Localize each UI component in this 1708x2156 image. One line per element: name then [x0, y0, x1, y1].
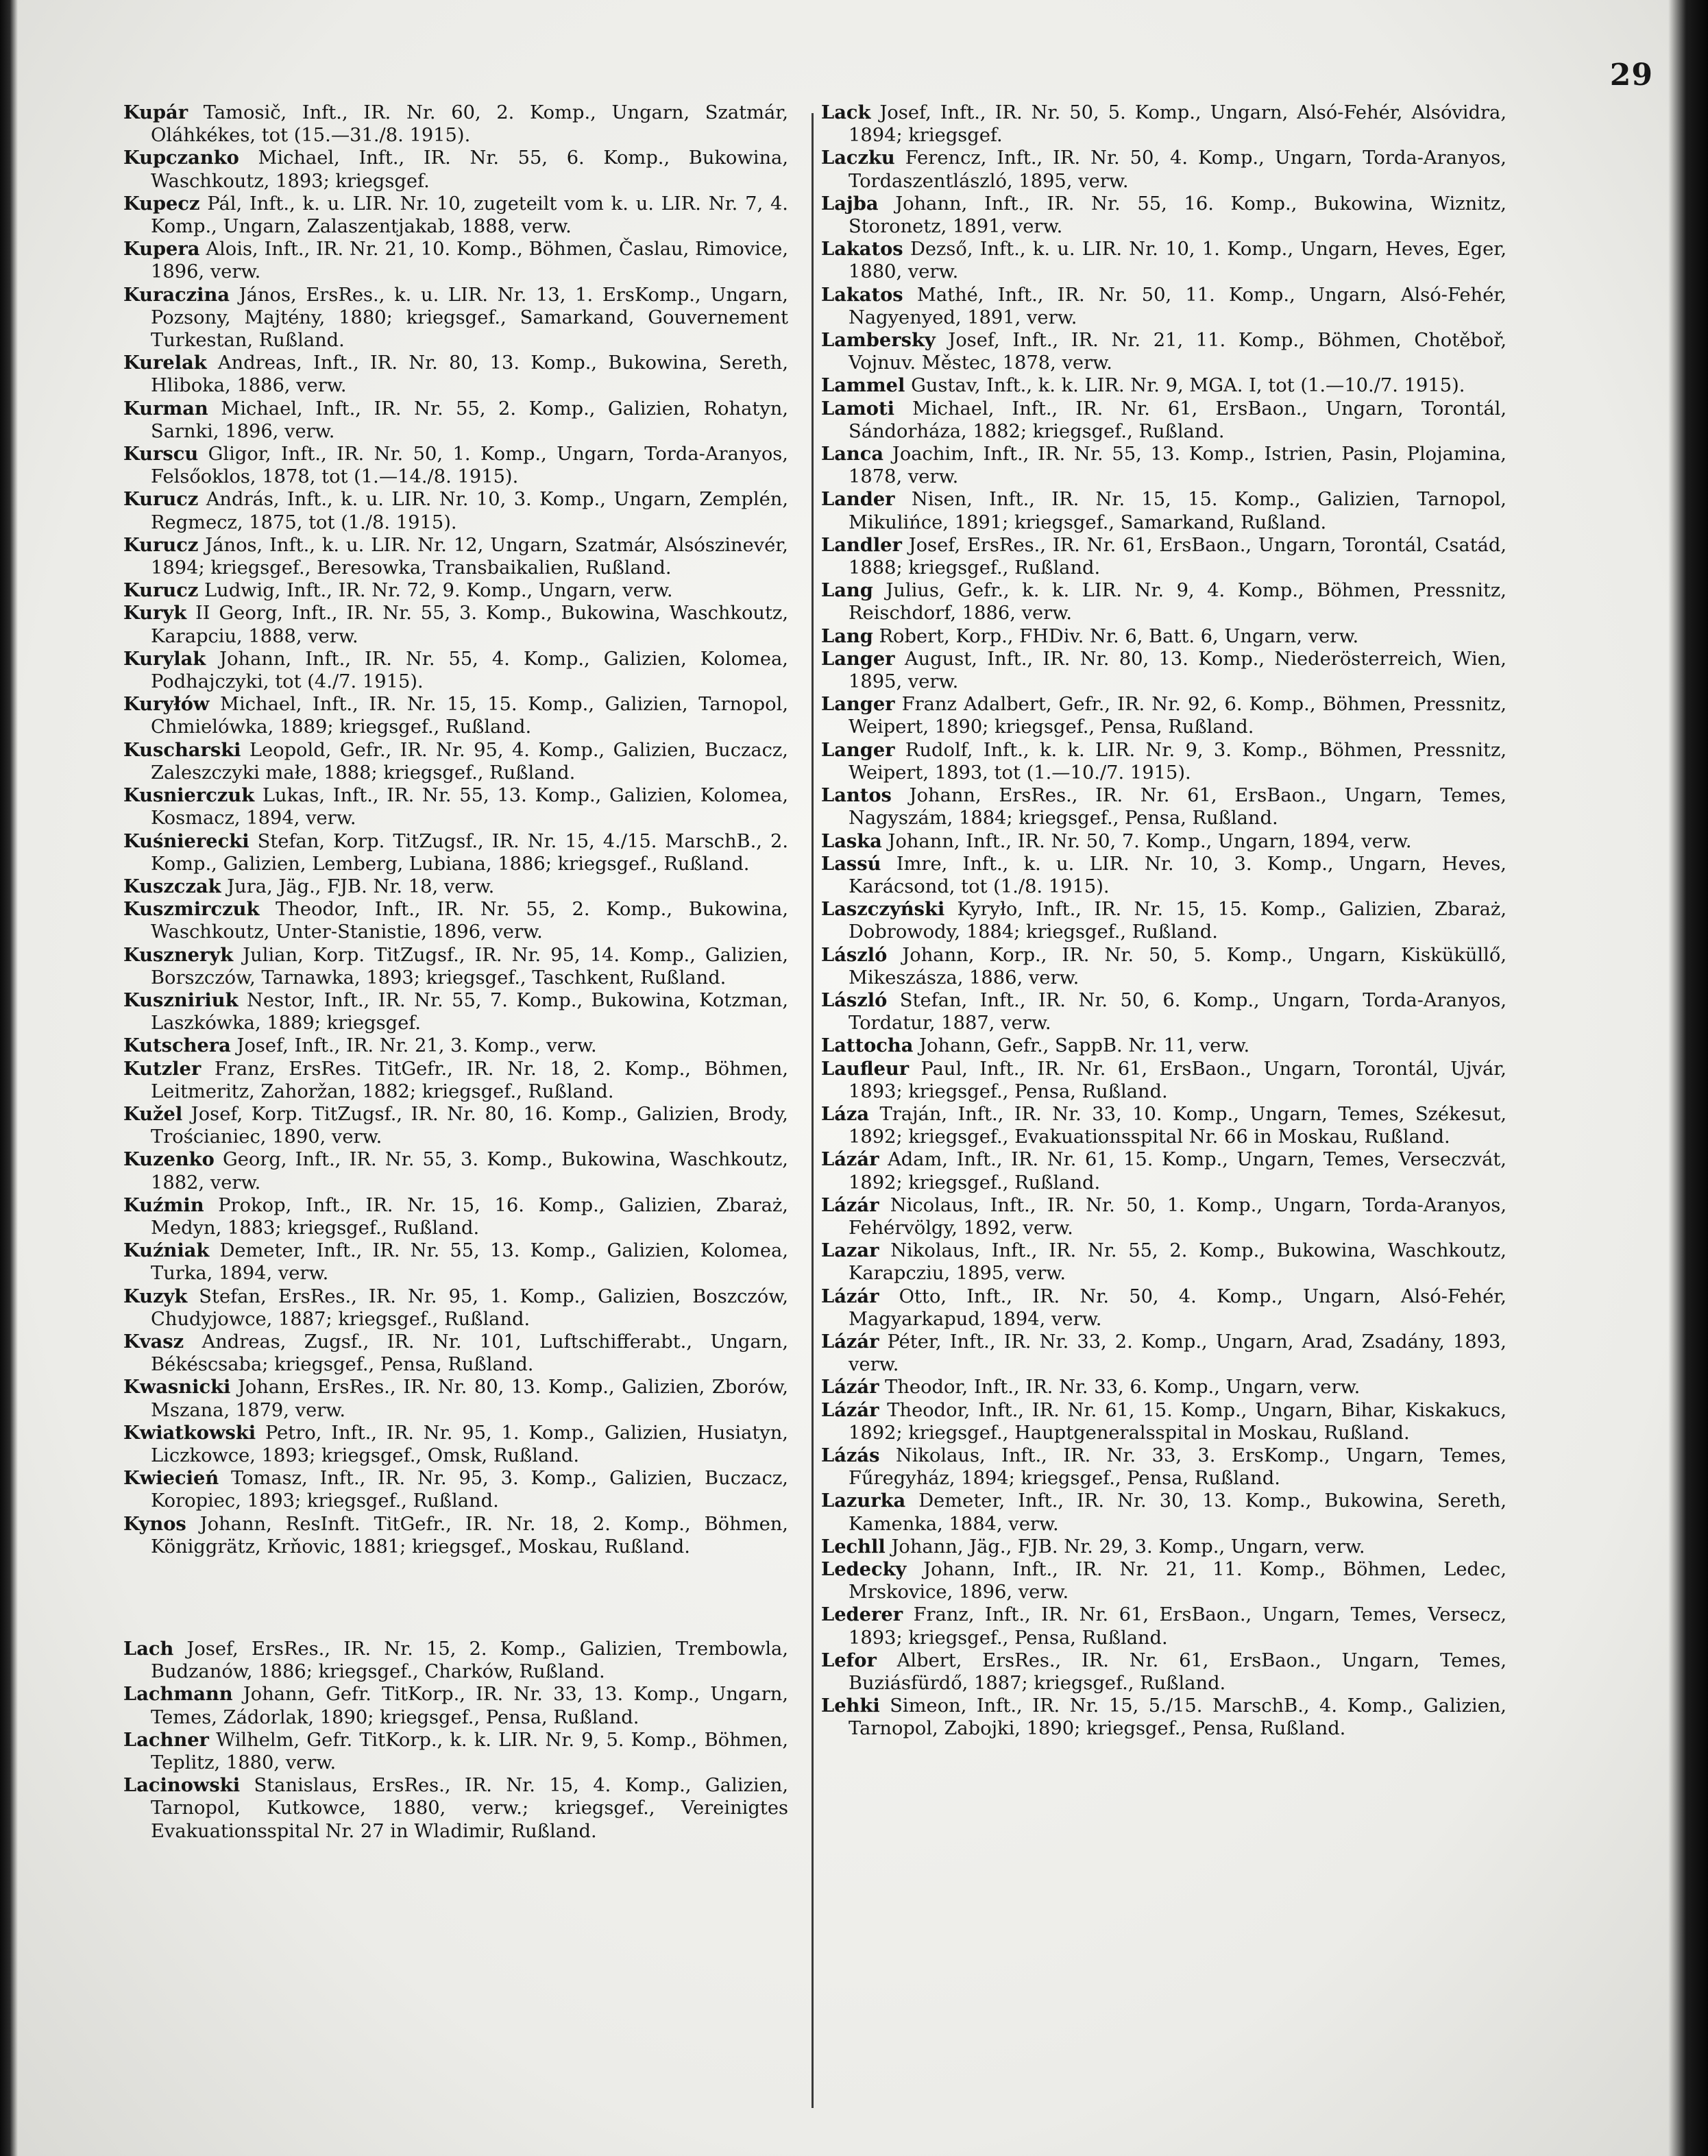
entry-surname: Lattocha: [821, 1034, 914, 1057]
list-entry: [821, 853, 1506, 898]
entry-surname: Lázár: [821, 1194, 879, 1216]
entry-surname: Lack: [821, 101, 871, 123]
entry-details: Petro, Inft., IR. Nr. 95, 1. Komp., Galizien, Husiatyn, Liczkowce, 1893; kriegsgef., Omsk, Rußland.: [151, 1422, 788, 1466]
list-entry: [123, 1467, 788, 1512]
list-entry: [123, 238, 788, 283]
list-entry: [123, 193, 788, 238]
list-entry: [821, 534, 1506, 579]
entry-surname: Lassú: [821, 852, 881, 875]
entry-details: Joachim, Inft., IR. Nr. 55, 13. Komp., Istrien, Pasin, Plojamina, 1878, verw.: [849, 444, 1506, 488]
entry-details: Theodor, Inft., IR. Nr. 33, 6. Komp., Ungarn, verw.: [879, 1377, 1361, 1398]
entry-details: Julius, Gefr., k. k. LIR. Nr. 9, 4. Komp., Böhmen, Pressnitz, Reischdorf, 1886, verw.: [849, 580, 1506, 625]
entry-details: Josef, Inft., IR. Nr. 21, 11. Komp., Böhmen, Chotěboř, Vojnuv. Městec, 1878, verw.: [849, 330, 1506, 374]
entry-details: Leopold, Gefr., IR. Nr. 95, 4. Komp., Galizien, Buczacz, Zaleszczyki małe, 1888; kriegsgef., Rußland.: [151, 739, 788, 784]
list-entry: [123, 534, 788, 579]
entry-details: János, Inft., k. u. LIR. Nr. 12, Ungarn, Szatmár, Alsószinevér, 1894; kriegsgef., Beresowka, Transbaikalien, Rußland.: [151, 534, 788, 579]
entry-details: Pál, Inft., k. u. LIR. Nr. 10, zugeteilt vom k. u. LIR. Nr. 7, 4. Komp., Ungarn, Zalaszentjakab, 1888, verw.: [151, 193, 788, 238]
entry-details: Nestor, Inft., IR. Nr. 55, 7. Komp., Bukowina, Kotzman, Laszkówka, 1889; kriegsgef.: [151, 989, 788, 1034]
list-entry: [821, 1536, 1506, 1558]
entry-details: Johann, Inft., IR. Nr. 21, 11. Komp., Böhmen, Ledec, Mrskovice, 1896, verw.: [849, 1559, 1506, 1603]
entry-details: Johann, Jäg., FJB. Nr. 29, 3. Komp., Ungarn, verw.: [885, 1536, 1365, 1558]
entry-details: Stefan, ErsRes., IR. Nr. 95, 1. Komp., Galizien, Boszczów, Chudyjowce, 1887; kriegsgef., Rußland.: [151, 1285, 788, 1330]
entry-surname: Lázár: [821, 1148, 879, 1171]
list-entry: [123, 352, 788, 397]
entry-details: II Georg, Inft., IR. Nr. 55, 3. Komp., Bukowina, Waschkoutz, Karapciu, 1888, verw.: [151, 603, 788, 647]
entry-surname: Kusnierczuk: [123, 784, 255, 807]
entry-details: András, Inft., k. u. LIR. Nr. 10, 3. Komp., Ungarn, Zemplén, Regmecz, 1875, tot (1./8. 1915).: [151, 489, 788, 533]
entry-surname: Langer: [821, 647, 895, 670]
entry-details: Lukas, Inft., IR. Nr. 55, 13. Komp., Galizien, Kolomea, Kosmacz, 1894, verw.: [151, 785, 788, 829]
entry-details: Josef, Korp. TitZugsf., IR. Nr. 80, 16. Komp., Galizien, Brody, Trościaniec, 1890, verw.: [151, 1103, 788, 1148]
entry-surname: Láza: [821, 1102, 870, 1125]
left-column-k-entries: [123, 101, 788, 1558]
entry-surname: Kutschera: [123, 1034, 231, 1057]
entry-details: Mathé, Inft., IR. Nr. 50, 11. Komp., Ungarn, Alsó-Fehér, Nagyenyed, 1891, verw.: [849, 284, 1506, 328]
entry-surname: Lach: [123, 1638, 174, 1660]
list-entry: [821, 1034, 1506, 1057]
entry-details: Tomasz, Inft., IR. Nr. 95, 3. Komp., Galizien, Buczacz, Koropiec, 1893; kriegsgef., Rußland.: [151, 1468, 788, 1512]
entry-surname: Laszczyński: [821, 898, 945, 921]
entry-details: Josef, ErsRes., IR. Nr. 15, 2. Komp., Galizien, Trembowla, Budzanów, 1886; kriegsgef., Charków, Rußland.: [151, 1638, 788, 1683]
entry-details: Paul, Inft., IR. Nr. 61, ErsBaon., Ungarn, Torontál, Ujvár, 1893; kriegsgef., Pensa, Rußland.: [849, 1058, 1506, 1102]
scan-shadow-right: [1668, 0, 1708, 2156]
entry-surname: Kuszneryk: [123, 943, 234, 966]
entry-details: Adam, Inft., IR. Nr. 61, 15. Komp., Ungarn, Temes, Verseczvát, 1892; kriegsgef., Rußland.: [849, 1149, 1506, 1194]
entry-surname: Lehki: [821, 1695, 880, 1717]
entry-surname: Lamoti: [821, 397, 894, 420]
entry-details: Michael, Inft., IR. Nr. 61, ErsBaon., Ungarn, Torontál, Sándorháza, 1882; kriegsgef., Rußland.: [849, 398, 1506, 442]
entry-surname: Kuszmirczuk: [123, 898, 260, 921]
entry-details: Stefan, Inft., IR. Nr. 50, 6. Komp., Ungarn, Torda-Aranyos, Tordatur, 1887, verw.: [849, 989, 1506, 1034]
entry-details: Johann, ResInft. TitGefr., IR. Nr. 18, 2. Komp., Böhmen, Königgrätz, Krňovic, 1881; kriegsgef., Moskau, Rußland.: [151, 1513, 788, 1558]
list-entry: [123, 398, 788, 443]
entry-details: Josef, Inft., IR. Nr. 50, 5. Komp., Ungarn, Alsó-Fehér, Alsóvidra, 1894; kriegsgef.: [849, 102, 1506, 147]
entry-surname: Kuzenko: [123, 1148, 215, 1171]
list-entry: [821, 1148, 1506, 1194]
list-entry: [821, 1239, 1506, 1285]
list-entry: [821, 693, 1506, 738]
list-entry: [123, 1034, 788, 1057]
list-entry: [821, 1444, 1506, 1490]
entry-surname: Lambersky: [821, 329, 936, 352]
entry-details: Johann, Gefr. TitKorp., IR. Nr. 33, 13. Komp., Ungarn, Temes, Zádorlak, 1890; kriegsgef., Pensa, Rußland.: [151, 1684, 788, 1728]
entry-details: Prokop, Inft., IR. Nr. 15, 16. Komp., Galizien, Zbaraż, Medyn, 1883; kriegsgef., Rußland.: [151, 1194, 788, 1239]
entry-details: Franz Adalbert, Gefr., IR. Nr. 92, 6. Komp., Böhmen, Pressnitz, Weipert, 1890; kriegsgef., Pensa, Rußland.: [849, 694, 1506, 738]
entry-surname: Laufleur: [821, 1057, 910, 1080]
entry-surname: Lammel: [821, 374, 905, 397]
entry-details: Johann, Korp., IR. Nr. 50, 5. Komp., Ungarn, Kisküküllő, Mikeszásza, 1886, verw.: [849, 944, 1506, 989]
list-entry: [821, 625, 1506, 648]
list-entry: [123, 1285, 788, 1331]
list-entry: [123, 1331, 788, 1376]
list-entry: [123, 898, 788, 943]
entry-surname: Kuryłów: [123, 693, 210, 716]
entry-details: Andreas, Inft., IR. Nr. 80, 13. Komp., Bukowina, Sereth, Hliboka, 1886, verw.: [151, 352, 788, 397]
list-entry: [821, 101, 1506, 147]
list-entry: [123, 443, 788, 488]
entry-surname: László: [821, 989, 888, 1011]
entry-surname: Kupczanko: [123, 147, 239, 169]
entry-details: János, ErsRes., k. u. LIR. Nr. 13, 1. ErsKomp., Ungarn, Pozsony, Majtény, 1880; kriegsgef., Samarkand, Gouvernement Turkestan, Rußland.: [151, 284, 788, 352]
entry-surname: Lachner: [123, 1728, 209, 1751]
list-entry: [123, 784, 788, 829]
list-entry: [821, 443, 1506, 488]
list-entry: [821, 1603, 1506, 1649]
right-column-entries: [821, 101, 1506, 1741]
entry-surname: Kynos: [123, 1512, 186, 1535]
entry-surname: Lanca: [821, 443, 884, 465]
list-entry: [821, 784, 1506, 829]
entry-details: Johann, Inft., IR. Nr. 50, 7. Komp., Ungarn, 1894, verw.: [881, 830, 1412, 852]
entry-surname: Kurscu: [123, 443, 199, 465]
entry-surname: Laska: [821, 829, 882, 852]
entry-details: Demeter, Inft., IR. Nr. 55, 13. Komp., Galizien, Kolomea, Turka, 1894, verw.: [151, 1240, 788, 1285]
list-entry: [123, 488, 788, 533]
entry-details: Stanislaus, ErsRes., IR. Nr. 15, 4. Komp., Galizien, Tarnopol, Kutkowce, 1880, verw.; kriegsgef., Vereinigtes Evakuationsspital Nr. 27 in Wladimir, Rußland.: [151, 1775, 788, 1842]
entry-surname: Lantos: [821, 784, 892, 807]
list-entry: [123, 1194, 788, 1239]
entry-details: Johann, ErsRes., IR. Nr. 80, 13. Komp., Galizien, Zborów, Mszana, 1879, verw.: [151, 1377, 788, 1421]
entry-surname: Lajba: [821, 192, 879, 215]
entry-details: Andreas, Zugsf., IR. Nr. 101, Luftschifferabt., Ungarn, Békéscsaba; kriegsgef., Pensa, Rußland.: [151, 1331, 788, 1376]
entry-details: Rudolf, Inft., k. k. LIR. Nr. 9, 3. Komp., Böhmen, Pressnitz, Weipert, 1893, tot (1.—10./7. 1915).: [849, 739, 1506, 784]
entry-details: Gustav, Inft., k. k. LIR. Nr. 9, MGA. I, tot (1.—10./7. 1915).: [905, 375, 1465, 397]
entry-details: Ludwig, Inft., IR. Nr. 72, 9. Komp., Ungarn, verw.: [198, 580, 673, 602]
list-entry: [821, 284, 1506, 329]
entry-surname: Landler: [821, 533, 902, 556]
entry-surname: Kuszniriuk: [123, 989, 239, 1011]
list-entry: [821, 1695, 1506, 1740]
list-entry: [821, 374, 1506, 397]
list-entry: [821, 1376, 1506, 1398]
list-entry: [123, 1513, 788, 1558]
entry-details: Theodor, Inft., IR. Nr. 55, 2. Komp., Bukowina, Waschkoutz, Unter-Stanistie, 1896, verw.: [151, 899, 788, 943]
entry-surname: Lakatos: [821, 238, 903, 261]
entry-details: Nikolaus, Inft., IR. Nr. 33, 3. ErsKomp., Ungarn, Temes, Fűregyház, 1894; kriegsgef., Pensa, Rußland.: [849, 1444, 1506, 1490]
entry-details: Albert, ErsRes., IR. Nr. 61, ErsBaon., Ungarn, Temes, Buziásfürdő, 1887; kriegsgef., Rußland.: [849, 1649, 1506, 1695]
list-entry: [821, 329, 1506, 374]
entry-details: Josef, ErsRes., IR. Nr. 61, ErsBaon., Ungarn, Torontál, Csatád, 1888; kriegsgef., Rußland.: [849, 534, 1506, 579]
entry-surname: Lander: [821, 488, 895, 511]
entry-surname: Kuźniak: [123, 1239, 210, 1262]
list-entry: [123, 1239, 788, 1285]
list-entry: [123, 1683, 788, 1728]
entry-details: Simeon, Inft., IR. Nr. 15, 5./15. MarschB., 4. Komp., Galizien, Tarnopol, Zabojki, 1890; kriegsgef., Pensa, Rußland.: [849, 1695, 1506, 1740]
entry-surname: Kuzyk: [123, 1285, 188, 1307]
entry-surname: Kupera: [123, 238, 200, 261]
entry-details: Josef, Inft., IR. Nr. 21, 3. Komp., verw.: [230, 1035, 597, 1057]
left-column: [123, 101, 788, 1843]
list-entry: [821, 1194, 1506, 1239]
entry-details: Nikolaus, Inft., IR. Nr. 55, 2. Komp., Bukowina, Waschkoutz, Karapcziu, 1895, verw.: [849, 1240, 1506, 1285]
list-entry: [821, 739, 1506, 784]
section-gap: [123, 1558, 788, 1638]
list-entry: [123, 284, 788, 352]
entry-details: Demeter, Inft., IR. Nr. 30, 13. Komp., Bukowina, Sereth, Kamenka, 1884, verw.: [849, 1490, 1506, 1535]
list-entry: [821, 193, 1506, 238]
entry-surname: Lázár: [821, 1330, 879, 1353]
entry-surname: Kwiecień: [123, 1467, 219, 1490]
list-entry: [821, 579, 1506, 625]
entry-surname: Kurucz: [123, 579, 199, 602]
entry-surname: Kurylak: [123, 647, 206, 670]
entry-surname: Kutzler: [123, 1057, 202, 1080]
entry-surname: Kuryk: [123, 602, 187, 625]
list-entry: [821, 1558, 1506, 1603]
list-entry: [123, 830, 788, 875]
list-entry: [123, 602, 788, 647]
entry-surname: Lefor: [821, 1649, 877, 1671]
list-entry: [821, 1399, 1506, 1444]
entry-details: Wilhelm, Gefr. TitKorp., k. k. LIR. Nr. 9, 5. Komp., Böhmen, Teplitz, 1880, verw.: [151, 1729, 788, 1774]
entry-surname: Lang: [821, 625, 873, 647]
entry-surname: Lachmann: [123, 1683, 233, 1706]
entry-details: Johann, Inft., IR. Nr. 55, 4. Komp., Galizien, Kolomea, Podhajczyki, tot (4./7. 1915).: [151, 648, 788, 693]
entry-surname: Lazurka: [821, 1490, 906, 1512]
entry-surname: Ledecky: [821, 1558, 907, 1580]
entry-details: Theodor, Inft., IR. Nr. 61, 15. Komp., Ungarn, Bihar, Kiskakucs, 1892; kriegsgef., Hauptgeneralsspital in Moskau, Rußland.: [849, 1399, 1506, 1444]
entry-details: Dezső, Inft., k. u. LIR. Nr. 10, 1. Komp., Ungarn, Heves, Eger, 1880, verw.: [849, 239, 1506, 283]
entry-surname: Lang: [821, 579, 873, 602]
entry-surname: Kurelak: [123, 352, 207, 374]
entry-surname: Kurman: [123, 397, 208, 420]
entry-surname: Kuźmin: [123, 1194, 204, 1216]
entry-surname: László: [821, 943, 888, 966]
list-entry: [821, 1649, 1506, 1695]
list-entry: [123, 147, 788, 192]
list-entry: [123, 1638, 788, 1683]
entry-details: Franz, ErsRes. TitGefr., IR. Nr. 18, 2. Komp., Böhmen, Leitmeritz, Zahoržan, 1882; kriegsgef., Rußland.: [151, 1058, 788, 1102]
list-entry: [123, 693, 788, 738]
entry-surname: Kužel: [123, 1102, 183, 1125]
list-entry: [123, 875, 788, 898]
entry-surname: Kwasnicki: [123, 1376, 231, 1398]
list-entry: [821, 944, 1506, 989]
entry-surname: Lázás: [821, 1444, 880, 1466]
entry-surname: Kvasz: [123, 1330, 184, 1353]
entry-surname: Kuraczina: [123, 283, 230, 306]
entry-details: Georg, Inft., IR. Nr. 55, 3. Komp., Bukowina, Waschkoutz, 1882, verw.: [151, 1149, 788, 1194]
entry-details: Tamosič, Inft., IR. Nr. 60, 2. Komp., Ungarn, Szatmár, Oláhkékes, tot (15.—31./8. 1915).: [151, 102, 788, 147]
left-column-l-entries: [123, 1638, 788, 1843]
right-column: [821, 101, 1506, 1741]
list-entry: [123, 1774, 788, 1843]
list-entry: [123, 944, 788, 989]
entry-details: Imre, Inft., k. u. LIR. Nr. 10, 3. Komp., Ungarn, Heves, Karácsond, tot (1./8. 1915).: [849, 853, 1506, 897]
page-number: 29: [1609, 58, 1653, 93]
entry-details: Jura, Jäg., FJB. Nr. 18, verw.: [221, 875, 495, 897]
entry-surname: Kupecz: [123, 192, 200, 215]
entry-surname: Kurucz: [123, 533, 199, 556]
entry-details: Nicolaus, Inft., IR. Nr. 50, 1. Komp., Ungarn, Torda-Aranyos, Fehérvölgy, 1892, verw.: [849, 1194, 1506, 1239]
list-entry: [123, 648, 788, 693]
list-entry: [123, 989, 788, 1034]
list-entry: [123, 1058, 788, 1103]
list-entry: [821, 488, 1506, 533]
list-entry: [123, 579, 788, 602]
entry-details: Johann, Gefr., SappB. Nr. 11, verw.: [913, 1035, 1250, 1057]
list-entry: [123, 101, 788, 147]
list-entry: [821, 238, 1506, 283]
entry-details: Alois, Inft., IR. Nr. 21, 10. Komp., Böhmen, Časlau, Rimovice, 1896, verw.: [151, 239, 788, 283]
entry-details: Julian, Korp. TitZugsf., IR. Nr. 95, 14. Komp., Galizien, Borszczów, Tarnawka, 1893; kriegsgef., Taschkent, Rußland.: [151, 944, 788, 989]
entry-surname: Kuszczak: [123, 875, 221, 897]
list-entry: [123, 1148, 788, 1194]
entry-details: Stefan, Korp. TitZugsf., IR. Nr. 15, 4./15. MarschB., 2. Komp., Galizien, Lemberg, Lubiana, 1886; kriegsgef., Rußland.: [151, 830, 788, 875]
list-entry: [821, 147, 1506, 192]
list-entry: [821, 1058, 1506, 1103]
list-entry: [123, 1422, 788, 1467]
entry-surname: Laczku: [821, 147, 895, 169]
entry-surname: Lederer: [821, 1603, 903, 1626]
entry-details: Johann, Inft., IR. Nr. 55, 16. Komp., Bukowina, Wiznitz, Storonetz, 1891, verw.: [849, 193, 1506, 238]
entry-surname: Lacinowski: [123, 1774, 241, 1797]
entry-details: Gligor, Inft., IR. Nr. 50, 1. Komp., Ungarn, Torda-Aranyos, Felsőoklos, 1878, tot (1.—14./8. 1915).: [151, 444, 788, 488]
list-entry: [821, 1331, 1506, 1376]
entry-surname: Kuśnierecki: [123, 829, 249, 852]
entry-details: Péter, Inft., IR. Nr. 33, 2. Komp., Ungarn, Arad, Zsadány, 1893, verw.: [849, 1331, 1506, 1376]
entry-details: Michael, Inft., IR. Nr. 15, 15. Komp., Galizien, Tarnopol, Chmielówka, 1889; kriegsgef., Rußland.: [151, 694, 788, 738]
entry-details: Johann, ErsRes., IR. Nr. 61, ErsBaon., Ungarn, Temes, Nagyszám, 1884; kriegsgef., Pensa, Rußland.: [849, 785, 1506, 829]
list-entry: [123, 739, 788, 784]
entry-surname: Lazar: [821, 1239, 879, 1262]
list-entry: [821, 1103, 1506, 1148]
scan-shadow-left: [0, 0, 18, 2156]
entry-surname: Langer: [821, 693, 895, 716]
list-entry: [821, 830, 1506, 853]
entry-surname: Kupár: [123, 101, 188, 123]
list-entry: [821, 1490, 1506, 1535]
entry-details: Franz, Inft., IR. Nr. 61, ErsBaon., Ungarn, Temes, Versecz, 1893; kriegsgef., Pensa, Rußland.: [849, 1604, 1506, 1649]
list-entry: [821, 1285, 1506, 1331]
column-divider: [812, 113, 814, 2108]
entry-surname: Lázár: [821, 1285, 879, 1307]
list-entry: [123, 1103, 788, 1148]
list-entry: [821, 898, 1506, 943]
entry-details: Michael, Inft., IR. Nr. 55, 2. Komp., Galizien, Rohatyn, Sarnki, 1896, verw.: [151, 398, 788, 442]
entry-details: Kyryło, Inft., IR. Nr. 15, 15. Komp., Galizien, Zbaraż, Dobrowody, 1884; kriegsgef., Rußland.: [849, 899, 1506, 943]
list-entry: [123, 1729, 788, 1774]
entry-surname: Lechll: [821, 1535, 886, 1558]
entry-surname: Lázár: [821, 1376, 879, 1398]
entry-details: Otto, Inft., IR. Nr. 50, 4. Komp., Ungarn, Alsó-Fehér, Magyarkapud, 1894, verw.: [849, 1285, 1506, 1330]
entry-surname: Kurucz: [123, 488, 199, 511]
entry-details: Michael, Inft., IR. Nr. 55, 6. Komp., Bukowina, Waschkoutz, 1893; kriegsgef.: [151, 147, 788, 192]
list-entry: [123, 1376, 788, 1421]
list-entry: [821, 989, 1506, 1034]
entry-details: Ferencz, Inft., IR. Nr. 50, 4. Komp., Ungarn, Torda-Aranyos, Tordaszentlászló, 1895, verw.: [849, 147, 1506, 192]
list-entry: [821, 398, 1506, 443]
entry-details: Nisen, Inft., IR. Nr. 15, 15. Komp., Galizien, Tarnopol, Mikulińce, 1891; kriegsgef., Samarkand, Rußland.: [849, 489, 1506, 533]
entry-surname: Kwiatkowski: [123, 1421, 256, 1444]
entry-surname: Lázár: [821, 1398, 879, 1421]
entry-surname: Langer: [821, 738, 895, 761]
entry-details: August, Inft., IR. Nr. 80, 13. Komp., Niederösterreich, Wien, 1895, verw.: [849, 648, 1506, 693]
list-entry: [821, 648, 1506, 693]
entry-details: Robert, Korp., FHDiv. Nr. 6, Batt. 6, Ungarn, verw.: [873, 625, 1359, 647]
entry-surname: Kuscharski: [123, 738, 241, 761]
entry-details: Traján, Inft., IR. Nr. 33, 10. Komp., Ungarn, Temes, Székesut, 1892; kriegsgef., Evakuationsspital Nr. 66 in Moskau, Rußland.: [849, 1103, 1506, 1148]
entry-surname: Lakatos: [821, 283, 903, 306]
